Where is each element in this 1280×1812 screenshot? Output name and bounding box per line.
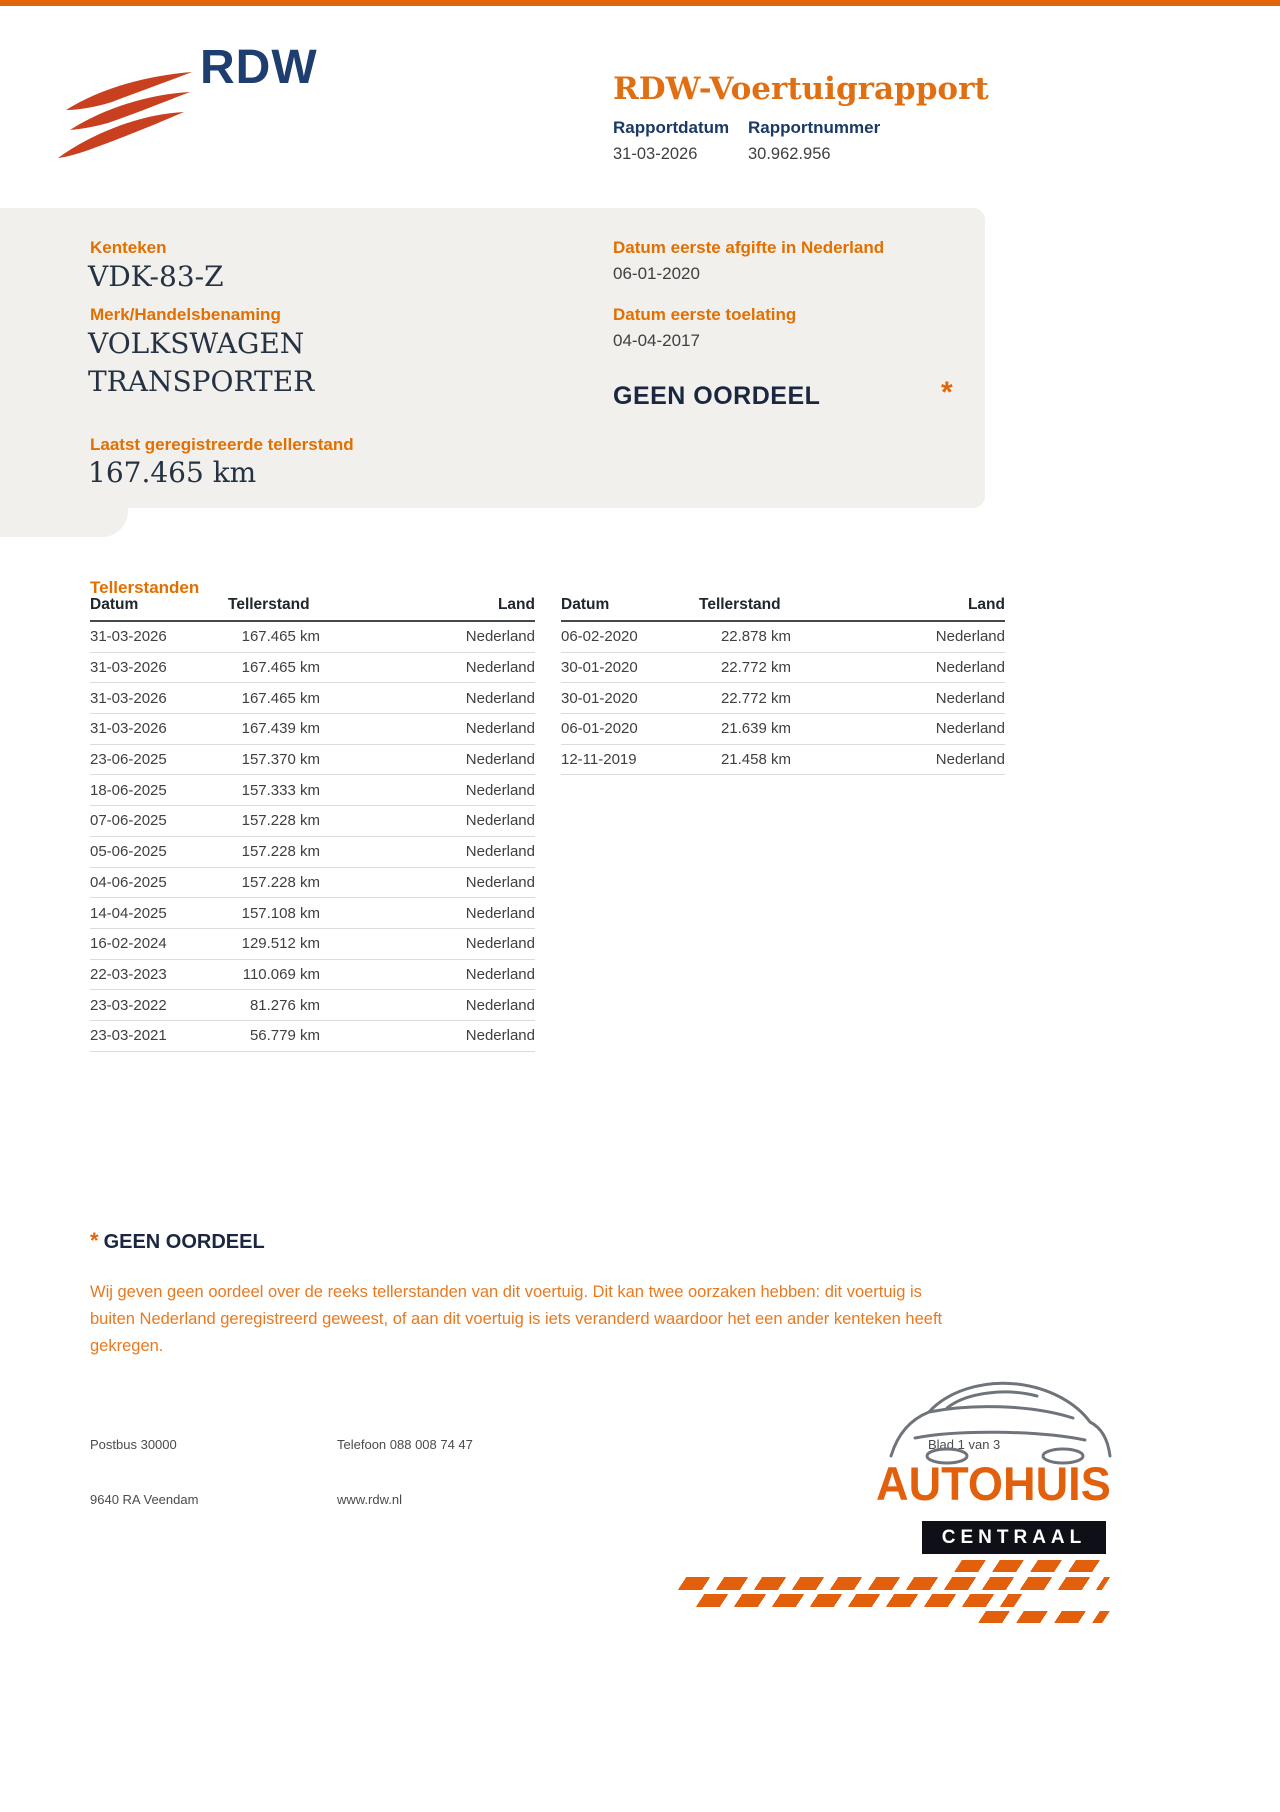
merk-label: Merk/Handelsbenaming [90,305,281,324]
table-row [90,836,535,867]
table-row [90,867,535,898]
cell-datum: 07-06-2025 [90,806,228,837]
oordeel-status: GEEN OORDEEL [613,382,821,410]
speed-dashes-row4 [978,1611,1110,1623]
cell-datum: 04-06-2025 [90,867,228,898]
cell-tellerstand: 157.228 km [228,836,320,867]
cell-datum: 06-02-2020 [561,621,699,652]
cell-datum: 31-03-2026 [90,683,228,714]
cell-datum: 05-06-2025 [90,836,228,867]
cell-tellerstand: 167.439 km [228,714,320,745]
footer-page-info: Blad 1 van 3 [928,1437,1001,1452]
cell-tellerstand: 22.772 km [699,683,791,714]
cell-datum: 30-01-2020 [561,683,699,714]
footer-website: www.rdw.nl [337,1492,403,1507]
col-header-land: Land [791,590,1005,621]
cell-land: Nederland [320,744,535,775]
afgifte-label: Datum eerste afgifte in Nederland [613,238,885,257]
cell-land: Nederland [791,714,1005,745]
vehicle-summary-box [0,208,985,508]
autohuis-brand-text: AUTOHUIS [876,1457,1111,1510]
table-row [90,1020,535,1051]
col-header-datum: Datum [561,590,699,621]
cell-land: Nederland [320,959,535,990]
cell-datum: 18-06-2025 [90,775,228,806]
cell-tellerstand: 21.639 km [699,714,791,745]
table-row [561,683,1005,714]
laatste-tellerstand-label: Laatst geregistreerde tellerstand [90,435,354,454]
cell-land: Nederland [320,806,535,837]
rapportnummer-label: Rapportnummer [748,118,881,137]
col-header-tellerstand: Tellerstand [228,590,320,621]
cell-land: Nederland [320,683,535,714]
cell-land: Nederland [320,652,535,683]
cell-datum: 12-11-2019 [561,744,699,775]
laatste-tellerstand-value: 167.465 km [88,456,257,489]
cell-tellerstand: 167.465 km [228,652,320,683]
cell-datum: 14-04-2025 [90,898,228,929]
cell-tellerstand: 157.228 km [228,867,320,898]
table-header-row [90,590,535,621]
table-row [90,652,535,683]
cell-tellerstand: 110.069 km [228,959,320,990]
footnote-asterisk: * [90,1228,99,1253]
col-header-land: Land [320,590,535,621]
table-row [90,898,535,929]
kenteken-label: Kenteken [90,238,167,257]
cell-datum: 23-06-2025 [90,744,228,775]
table-row [90,928,535,959]
cell-tellerstand: 157.333 km [228,775,320,806]
cell-land: Nederland [320,928,535,959]
speed-dashes-row3 [696,1594,1022,1607]
cell-land: Nederland [791,683,1005,714]
report-title: RDW-Voertuigrapport [613,70,989,107]
table-row [561,714,1005,745]
afgifte-value: 06-01-2020 [613,264,700,283]
tellerstanden-table-right [561,590,1005,775]
cell-datum: 31-03-2026 [90,714,228,745]
tellerstanden-table-left [90,590,535,1052]
cell-datum: 31-03-2026 [90,621,228,652]
cell-land: Nederland [320,898,535,929]
table-row [561,621,1005,652]
cell-land: Nederland [320,1020,535,1051]
cell-tellerstand: 167.465 km [228,683,320,714]
table-row [90,990,535,1021]
cell-tellerstand: 56.779 km [228,1020,320,1051]
table-row [561,652,1005,683]
cell-tellerstand: 22.772 km [699,652,791,683]
kenteken-value: VDK-83-Z [88,260,224,293]
cell-land: Nederland [320,836,535,867]
table-row [561,744,1005,775]
table-row [90,714,535,745]
rapportdatum-label: Rapportdatum [613,118,730,137]
rdw-flag-icon [54,60,194,162]
cell-land: Nederland [791,621,1005,652]
cell-datum: 23-03-2021 [90,1020,228,1051]
table-row [90,621,535,652]
cell-land: Nederland [320,621,535,652]
cell-tellerstand: 21.458 km [699,744,791,775]
cell-tellerstand: 157.228 km [228,806,320,837]
footnote-heading [90,1228,265,1254]
cell-datum: 16-02-2024 [90,928,228,959]
summary-box-tab [0,508,128,537]
col-header-tellerstand: Tellerstand [699,590,791,621]
footnote-text: Wij geven geen oordeel over de reeks tellerstanden van dit voertuig. Dit kan twee oorzaken hebben: dit voertuig is buiten Nederland geregistreerd geweest, of aan dit voertuig is iets veranderd waardoor het een ander kenteken heeft gekregen. [90,1282,943,1355]
merk-value-line2: TRANSPORTER [88,365,315,398]
merk-value-line1: VOLKSWAGEN [88,327,305,360]
cell-datum: 31-03-2026 [90,652,228,683]
cell-datum: 23-03-2022 [90,990,228,1021]
cell-land: Nederland [791,652,1005,683]
col-header-datum: Datum [90,590,228,621]
footer-phone: Telefoon 088 008 74 47 [337,1437,473,1452]
car-outline-icon [885,1360,1115,1470]
cell-datum: 22-03-2023 [90,959,228,990]
cell-land: Nederland [320,990,535,1021]
footer-address-line1: Postbus 30000 [90,1437,177,1452]
table-header-row [561,590,1005,621]
rapportnummer-value: 30.962.956 [748,145,831,163]
cell-tellerstand: 167.465 km [228,621,320,652]
cell-land: Nederland [791,744,1005,775]
footnote-title: GEEN OORDEEL [103,1231,265,1253]
rdw-logo-text: RDW [200,41,318,94]
speed-dashes-row2 [678,1577,1110,1590]
oordeel-asterisk: * [941,376,953,409]
rapportdatum-value: 31-03-2026 [613,145,698,163]
cell-tellerstand: 157.370 km [228,744,320,775]
cell-land: Nederland [320,867,535,898]
cell-tellerstand: 129.512 km [228,928,320,959]
cell-tellerstand: 157.108 km [228,898,320,929]
cell-land: Nederland [320,775,535,806]
table-row [90,744,535,775]
cell-tellerstand: 22.878 km [699,621,791,652]
table-row [90,683,535,714]
toelating-label: Datum eerste toelating [613,305,797,324]
tellerstanden-title: Tellerstanden [90,578,200,598]
top-accent-bar [0,0,1280,6]
cell-datum: 06-01-2020 [561,714,699,745]
centraal-brand-bar: CENTRAAL [922,1521,1106,1554]
cell-datum: 30-01-2020 [561,652,699,683]
toelating-value: 04-04-2017 [613,331,700,350]
speed-dashes-row1 [954,1560,1112,1572]
cell-land: Nederland [320,714,535,745]
cell-tellerstand: 81.276 km [228,990,320,1021]
table-row [90,959,535,990]
footer-address-line2: 9640 RA Veendam [90,1492,199,1507]
table-row [90,775,535,806]
table-row [90,806,535,837]
